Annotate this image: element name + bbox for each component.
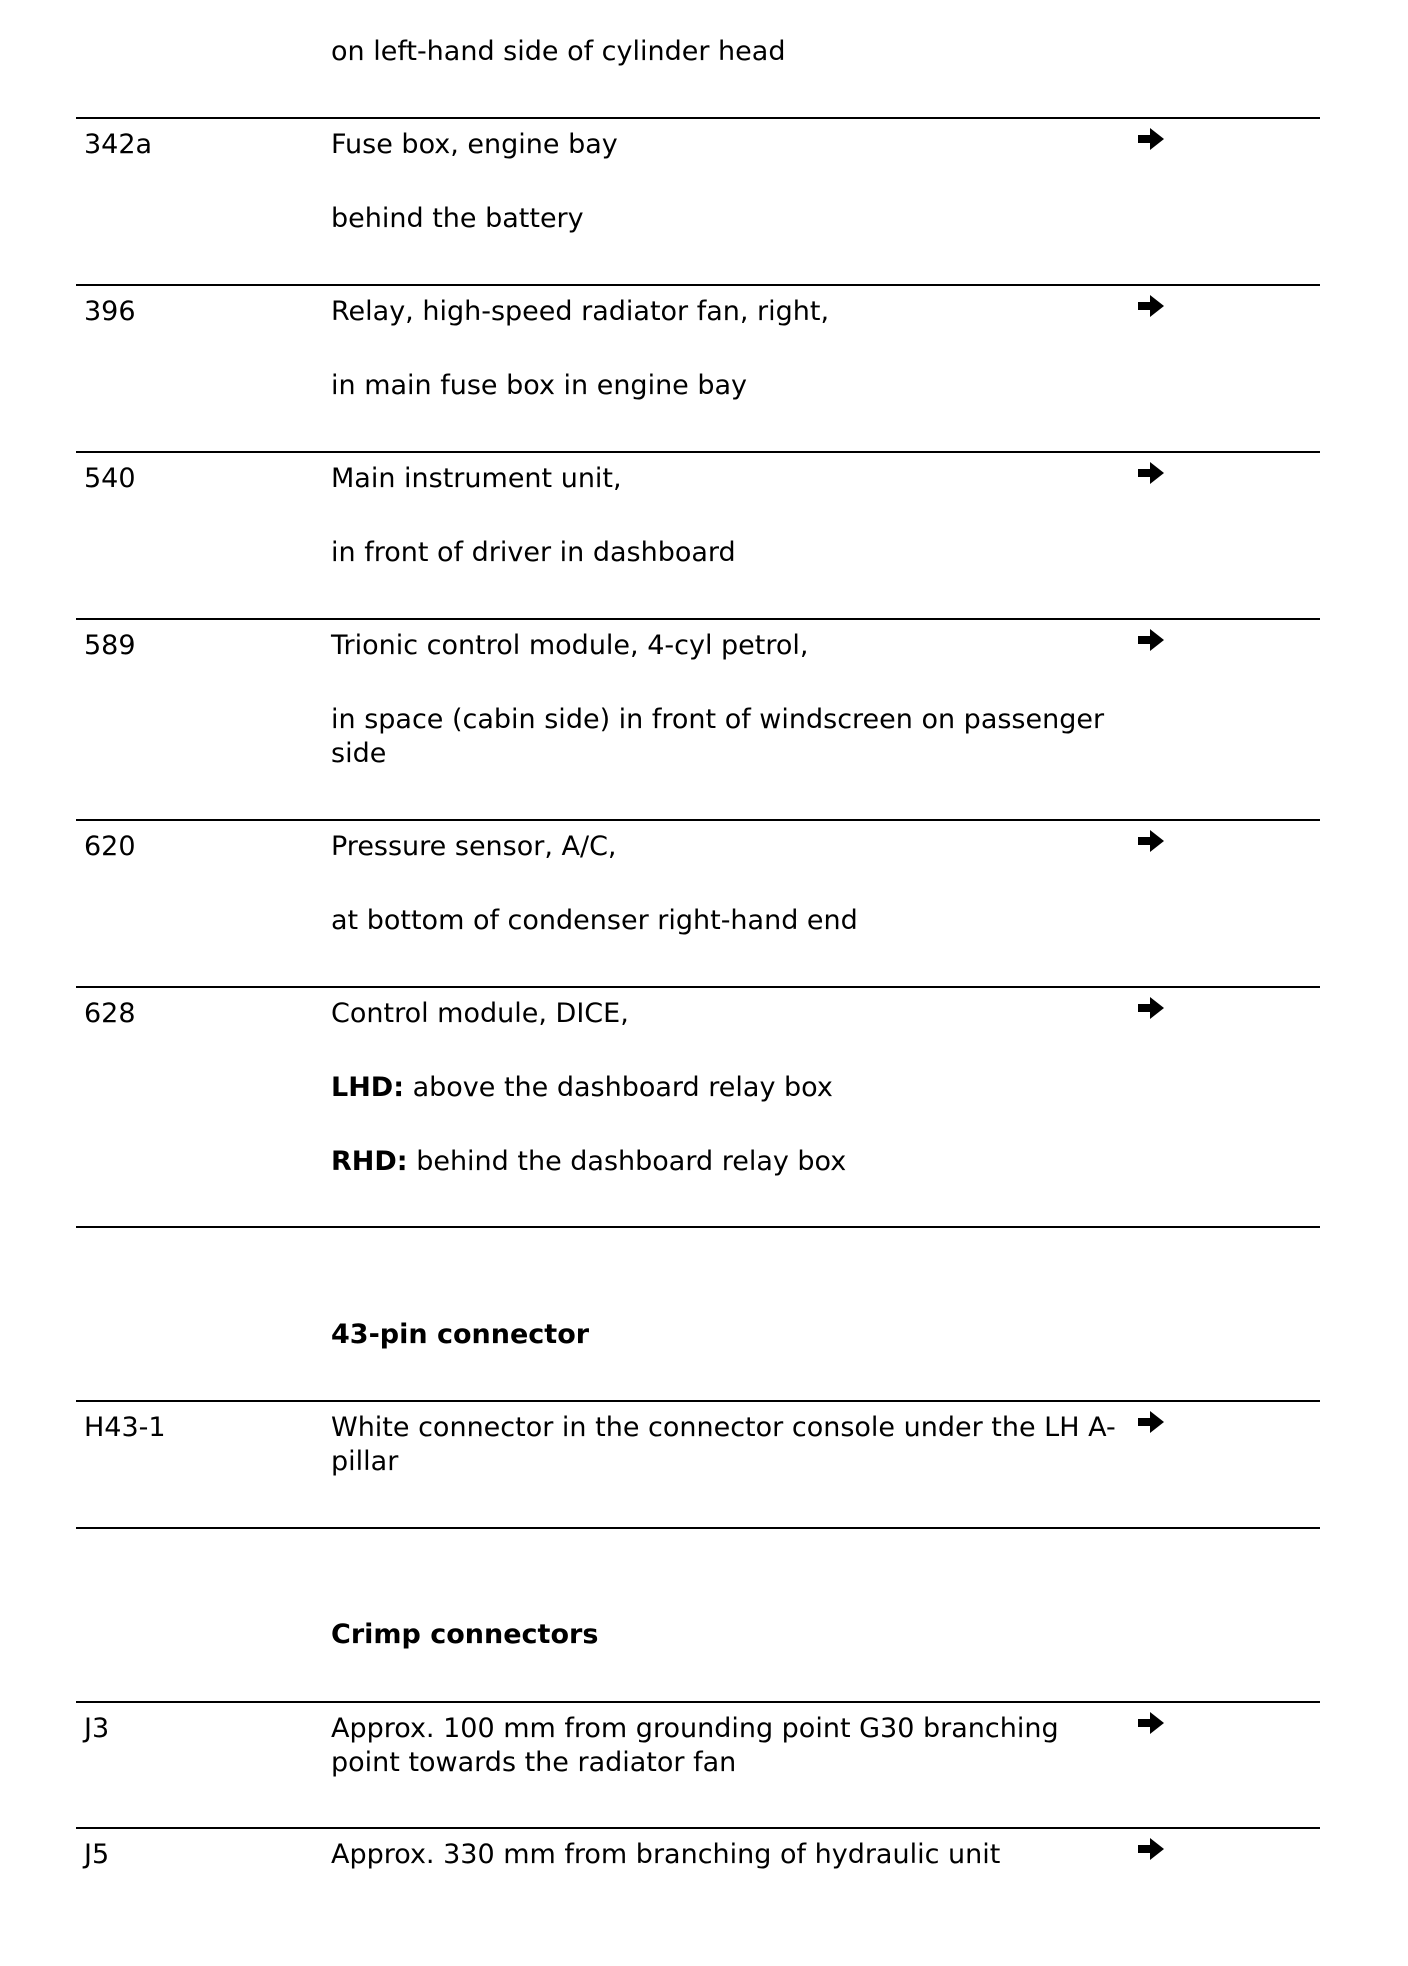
- component-id: 620: [84, 831, 136, 862]
- continuation-text: on left-hand side of cylinder head: [331, 36, 786, 67]
- section-heading-crimp: Crimp connectors: [331, 1619, 599, 1650]
- row-divider: [76, 1400, 1320, 1402]
- component-location: at bottom of condenser right-hand end: [331, 905, 858, 936]
- right-arrow-icon[interactable]: [1136, 995, 1166, 1021]
- row-divider: [76, 1226, 1320, 1228]
- right-arrow-icon[interactable]: [1136, 828, 1166, 854]
- component-title: Trionic control module, 4-cyl petrol,: [331, 630, 809, 661]
- section-heading-43-pin: 43-pin connector: [331, 1319, 590, 1350]
- rhd-text: behind the dashboard relay box: [407, 1146, 847, 1177]
- row-divider: [76, 618, 1320, 620]
- component-title: Approx. 100 mm from grounding point G30 branching point towards the radiator fan: [331, 1713, 1059, 1778]
- row-divider: [76, 1527, 1320, 1529]
- component-id: 342a: [84, 129, 153, 160]
- right-arrow-icon[interactable]: [1136, 293, 1166, 319]
- component-id: 589: [84, 630, 136, 661]
- component-id: 628: [84, 998, 136, 1029]
- component-location: in main fuse box in engine bay: [331, 370, 748, 401]
- right-arrow-icon[interactable]: [1136, 627, 1166, 653]
- right-arrow-icon[interactable]: [1136, 1836, 1166, 1862]
- row-divider: [76, 986, 1320, 988]
- row-divider: [76, 284, 1320, 286]
- lhd-label: LHD:: [331, 1072, 405, 1103]
- component-title: Relay, high-speed radiator fan, right,: [331, 296, 830, 327]
- component-id: 396: [84, 296, 136, 327]
- component-title: Main instrument unit,: [331, 463, 622, 494]
- row-divider: [76, 451, 1320, 453]
- right-arrow-icon[interactable]: [1136, 1710, 1166, 1736]
- component-location: in front of driver in dashboard: [331, 537, 736, 568]
- component-title: Control module, DICE,: [331, 998, 629, 1029]
- row-divider: [76, 117, 1320, 119]
- row-divider: [76, 819, 1320, 821]
- component-id: 540: [84, 463, 136, 494]
- lhd-location: [331, 1071, 833, 1105]
- component-id: J3: [84, 1713, 110, 1744]
- right-arrow-icon[interactable]: [1136, 1409, 1166, 1435]
- component-title: Approx. 330 mm from branching of hydraulic unit: [331, 1839, 1001, 1870]
- row-divider: [76, 1827, 1320, 1829]
- component-location: behind the battery: [331, 203, 584, 234]
- component-title: Pressure sensor, A/C,: [331, 831, 617, 862]
- row-divider: [76, 1701, 1320, 1703]
- rhd-location: [331, 1145, 846, 1179]
- lhd-text: above the dashboard relay box: [404, 1072, 833, 1103]
- component-id: H43-1: [84, 1412, 166, 1443]
- component-title: White connector in the connector console under the LH A-pillar: [331, 1412, 1116, 1477]
- component-location: in space (cabin side) in front of windscreen on passenger side: [331, 704, 1105, 769]
- rhd-label: RHD:: [331, 1146, 408, 1177]
- component-id: J5: [84, 1839, 110, 1870]
- right-arrow-icon[interactable]: [1136, 126, 1166, 152]
- right-arrow-icon[interactable]: [1136, 460, 1166, 486]
- component-title: Fuse box, engine bay: [331, 129, 618, 160]
